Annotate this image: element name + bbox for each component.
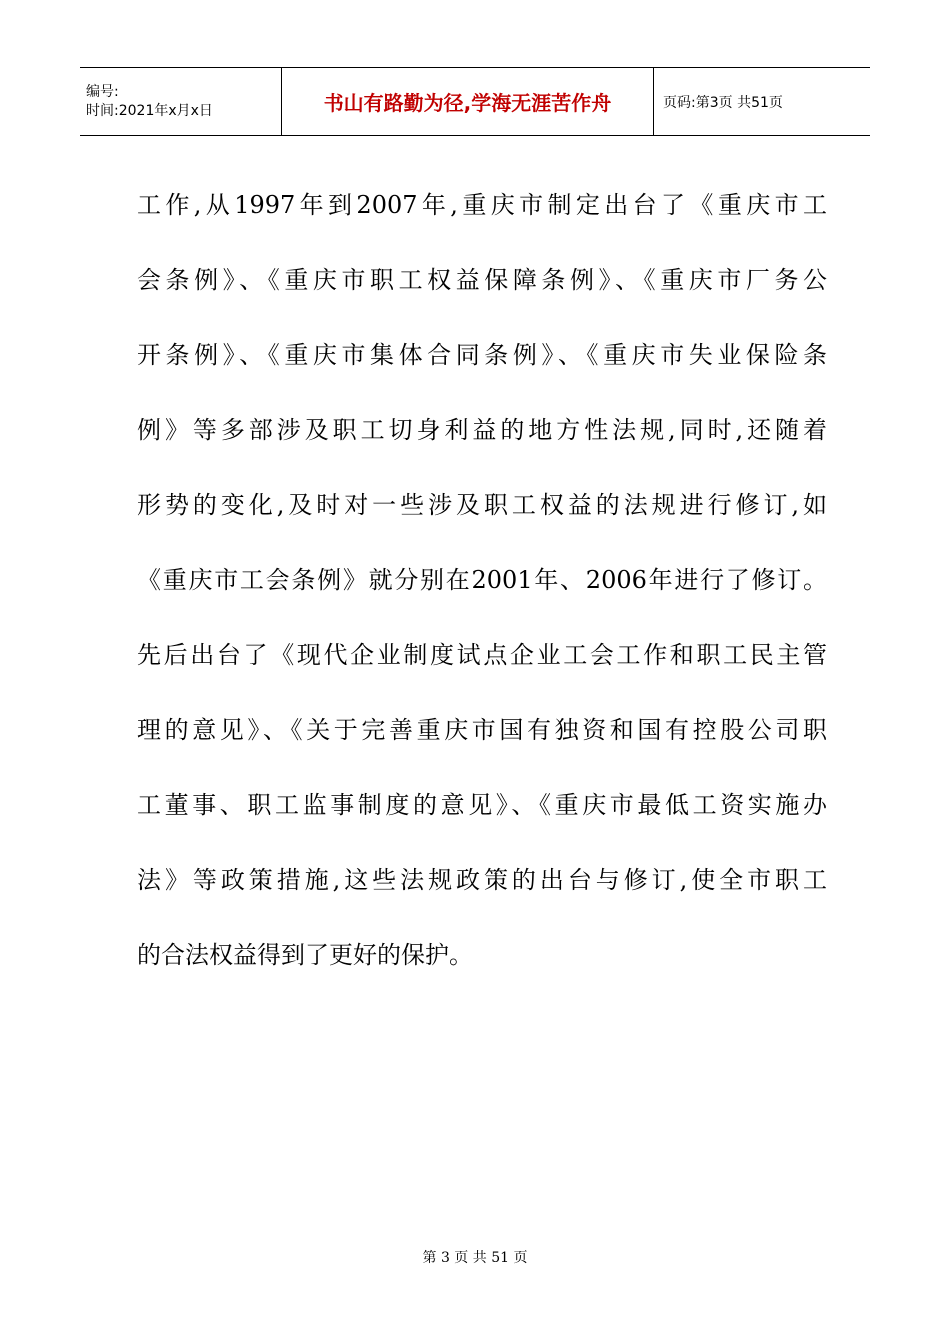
body-line: 开条例》、《重庆市集体合同条例》、《重庆市失业保险条 [137, 341, 827, 369]
page-info-text: 页码:第3页 共51页 [663, 94, 783, 111]
number-label: 编号: [86, 83, 119, 100]
body-line: 例》等多部涉及职工切身利益的地方性法规,同时,还随着 [137, 416, 827, 444]
header-page-info [654, 68, 870, 135]
body-line: 会条例》、《重庆市职工权益保障条例》、《重庆市厂务公 [137, 266, 827, 294]
body-line: 先后出台了《现代企业制度试点企业工会工作和职工民主管 [137, 641, 827, 669]
motto-text: 书山有路勤为径,学海无涯苦作舟 [323, 91, 612, 115]
header-motto-cell [281, 68, 654, 135]
body-line: 的合法权益得到了更好的保护。 [137, 941, 473, 969]
body-line: 工董事、职工监事制度的意见》、《重庆市最低工资实施办 [137, 791, 827, 819]
page-footer: 第 3 页 共 51 页 [422, 1250, 528, 1266]
document-body [137, 168, 827, 993]
body-line: 形势的变化,及时对一些涉及职工权益的法规进行修订,如 [137, 491, 827, 519]
body-line: 工作,从1997年到2007年,重庆市制定出台了《重庆市工 [137, 191, 827, 219]
header-meta [80, 68, 281, 135]
body-line: 法》等政策措施,这些法规政策的出台与修订,使全市职工 [137, 866, 827, 894]
body-line: 《重庆市工会条例》就分别在2001年、2006年进行了修订。 [137, 566, 827, 594]
body-line: 理的意见》、《关于完善重庆市国有独资和国有控股公司职 [137, 716, 827, 744]
page-header [80, 67, 870, 136]
time-label: 时间:2021年x月x日 [86, 102, 213, 119]
